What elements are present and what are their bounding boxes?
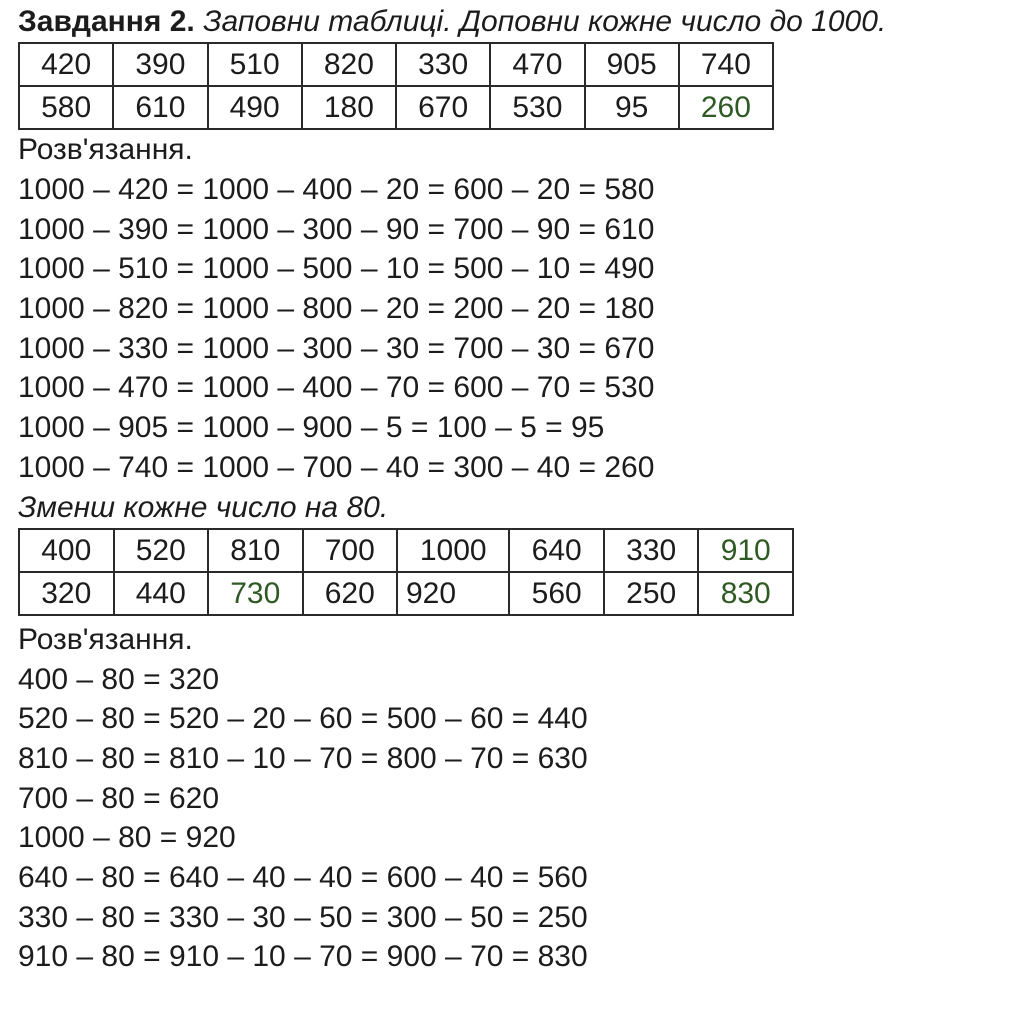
equation-line: 810 – 80 = 810 – 10 – 70 = 800 – 70 = 630 (18, 741, 588, 775)
table-cell: 330 (396, 43, 490, 86)
table-cell: 470 (490, 43, 584, 86)
task-heading (18, 2, 1008, 42)
equation-line: 1000 – 820 = 1000 – 800 – 20 = 200 – 20 = 180 (18, 292, 655, 326)
table-cell: 905 (585, 43, 679, 86)
table-cell: 610 (113, 86, 207, 129)
table-cell: 390 (113, 43, 207, 86)
equation-line: 640 – 80 = 640 – 40 – 40 = 600 – 40 = 560 (18, 860, 588, 894)
equation-line: 330 – 80 = 330 – 30 – 50 = 300 – 50 = 250 (18, 900, 588, 934)
table-cell: 250 (604, 572, 699, 615)
solution-label: Розв'язання. (18, 622, 193, 656)
table-cell: 420 (19, 43, 113, 86)
table-row (19, 86, 773, 129)
equation-line: 1000 – 330 = 1000 – 300 – 30 = 700 – 30 = 670 (18, 331, 655, 365)
table-row (19, 572, 793, 615)
task-instruction: Зменш кожне число на 80. (18, 490, 389, 524)
solution-lines (18, 170, 1008, 488)
table-cell: 180 (302, 86, 396, 129)
equation-line: 520 – 80 = 520 – 20 – 60 = 500 – 60 = 440 (18, 702, 588, 736)
task-text: Заповни таблиці. Доповни кожне число до 1000. (194, 5, 887, 38)
table-row (19, 529, 793, 572)
table-cell: 920 (397, 572, 509, 615)
task-number: Завдання 2. (18, 5, 195, 38)
table-cell: 520 (114, 529, 209, 572)
table-cell: 820 (302, 43, 396, 86)
equation-line: 400 – 80 = 320 (18, 662, 220, 696)
table-cell: 580 (19, 86, 113, 129)
table-cell: 1000 (397, 529, 509, 572)
solution-lines (18, 660, 1008, 978)
equation-line: 1000 – 80 = 920 (18, 821, 236, 855)
table-cell: 490 (208, 86, 302, 129)
subtraction-table (18, 528, 794, 616)
table-cell: 640 (509, 529, 604, 572)
equation-line: 1000 – 905 = 1000 – 900 – 5 = 100 – 5 = 95 (18, 411, 605, 445)
equation-line: 910 – 80 = 910 – 10 – 70 = 900 – 70 = 830 (18, 940, 588, 974)
table-cell: 730 (208, 572, 303, 615)
table-cell: 670 (396, 86, 490, 129)
equation-line: 1000 – 510 = 1000 – 500 – 10 = 500 – 10 = 490 (18, 252, 655, 286)
table-cell: 95 (585, 86, 679, 129)
table-cell: 700 (303, 529, 398, 572)
table-row (19, 43, 773, 86)
equation-line: 1000 – 420 = 1000 – 400 – 20 = 600 – 20 = 580 (18, 173, 655, 206)
table-cell: 510 (208, 43, 302, 86)
equation-line: 1000 – 740 = 1000 – 700 – 40 = 300 – 40 = 260 (18, 450, 655, 484)
table-cell: 440 (114, 572, 209, 615)
table-cell: 320 (19, 572, 114, 615)
table-cell: 560 (509, 572, 604, 615)
solution-label: Розв'язання. (18, 133, 193, 166)
table-cell: 810 (208, 529, 303, 572)
table-cell: 400 (19, 529, 114, 572)
complement-table (18, 42, 774, 130)
table-cell: 740 (679, 43, 773, 86)
table-cell: 260 (679, 86, 773, 129)
equation-line: 1000 – 470 = 1000 – 400 – 70 = 600 – 70 = 530 (18, 371, 655, 405)
table-cell: 620 (303, 572, 398, 615)
equation-line: 1000 – 390 = 1000 – 300 – 90 = 700 – 90 = 610 (18, 212, 655, 246)
table-cell: 910 (698, 529, 793, 572)
worksheet-page (18, 0, 1008, 977)
table-cell: 530 (490, 86, 584, 129)
equation-line: 700 – 80 = 620 (18, 781, 220, 815)
table-cell: 330 (604, 529, 699, 572)
table-cell: 830 (698, 572, 793, 615)
